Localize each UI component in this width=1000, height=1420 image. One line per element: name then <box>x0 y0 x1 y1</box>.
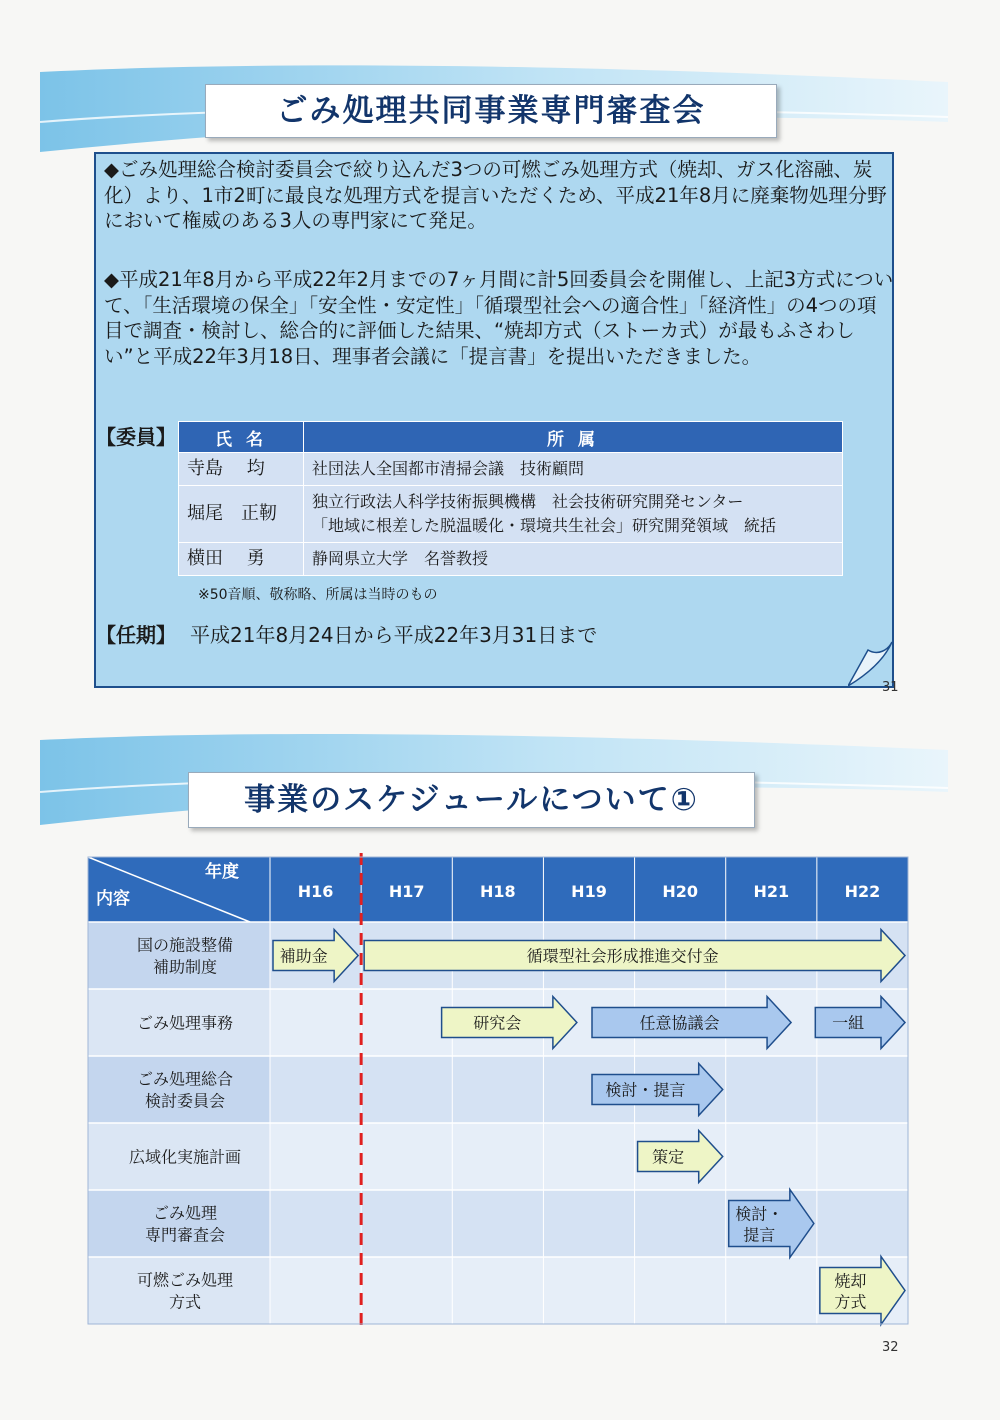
header-content-label: 内容 <box>96 889 130 909</box>
year-label: H17 <box>388 882 425 901</box>
arrow-label: 補助金 <box>279 946 328 966</box>
member-name: 堀尾 正靭 <box>179 486 304 543</box>
year-label: H21 <box>753 882 790 901</box>
year-label: H22 <box>844 882 881 901</box>
row-label-cell <box>88 1056 270 1123</box>
year-label: H19 <box>571 882 607 901</box>
arrow-label: 研究会 <box>473 1013 522 1033</box>
affiliation-line: 静岡県立大学 名誉教授 <box>312 549 489 568</box>
arrow-label: 焼却 <box>834 1271 867 1291</box>
row-label-line: ごみ処理事務 <box>136 1013 234 1033</box>
row-label-line: 方式 <box>168 1292 202 1312</box>
year-label: H20 <box>662 882 698 901</box>
arrow-label: 循環型社会形成推進交付金 <box>526 946 719 966</box>
slide1-paragraph-1: ◆ごみ処理総合検討委員会で絞り込んだ3つの可燃ごみ処理方式（焼却、ガス化溶融、炭化）より、1市2町に最良な処理方式を提言いただくため、平成21年8月に廃棄物処理分野において権威のある3人の専門家にて発足。 <box>104 158 887 232</box>
members-note: ※50音順、敬称略、所属は当時のもの <box>198 587 438 603</box>
row-label-line: 広域化実施計画 <box>128 1147 242 1167</box>
row-label-cell <box>88 1190 270 1257</box>
member-name: 寺島 均 <box>179 453 304 486</box>
slide2-title: 事業のスケジュールについて① <box>188 772 755 828</box>
row-label-cell <box>88 1257 270 1324</box>
arrow-label: 方式 <box>834 1292 867 1312</box>
row-label-line: 専門審査会 <box>144 1225 226 1245</box>
arrow-label: 検討・提言 <box>605 1080 686 1100</box>
page-number: 31 <box>882 680 899 695</box>
row-label-cell <box>88 922 270 989</box>
row-label-line: 補助制度 <box>152 957 218 977</box>
header-affiliation: 所 属 <box>304 422 843 453</box>
arrow-label: 検討・ <box>735 1204 784 1224</box>
page-number: 32 <box>882 1340 899 1355</box>
arrow-label: 一組 <box>832 1013 865 1033</box>
row-label-line: ごみ処理総合 <box>136 1069 234 1089</box>
slide1-title: ごみ処理共同事業専門審査会 <box>205 84 777 138</box>
arrow-label: 任意協議会 <box>639 1013 720 1033</box>
row-label-line: 検討委員会 <box>144 1091 226 1111</box>
arrow-label: 策定 <box>652 1147 685 1167</box>
affiliation-line: 社団法人全国都市清掃会議 技術顧問 <box>312 459 585 478</box>
row-label-line: 可燃ごみ処理 <box>136 1270 234 1290</box>
affiliation-line: 独立行政法人科学技術振興機構 社会技術研究開発センター <box>312 492 744 511</box>
member-name: 横田 勇 <box>179 543 304 576</box>
year-label: H18 <box>480 882 516 901</box>
term-label: 【任期】 <box>96 623 176 647</box>
affiliation-line: 「地域に根差した脱温暖化・環境共生社会」研究開発領域 統括 <box>312 516 777 535</box>
members-label: 【委員】 <box>96 425 176 449</box>
term-text: 平成21年8月24日から平成22年3月31日まで <box>190 623 598 647</box>
header-year-label: 年度 <box>205 862 239 882</box>
arrow-label: 提言 <box>743 1225 776 1245</box>
header-name: 氏 名 <box>179 422 304 453</box>
year-label: H16 <box>297 882 334 901</box>
slide1-paragraph-2: ◆平成21年8月から平成22年2月までの7ヶ月間に計5回委員会を開催し、上記3方式について、「生活環境の保全」「安全性・安定性」「循環型社会への適合性」「経済性」の4つの項目で調査・検討し、総合的に評価した結果、“焼却方式（ストーカ式）が最もふさわしい”と平成22年3月18日、理事者会議に「提言書」を提出いただきました。 <box>104 268 894 368</box>
row-label-line: 国の施設整備 <box>136 935 234 955</box>
row-label-line: ごみ処理 <box>152 1203 218 1223</box>
